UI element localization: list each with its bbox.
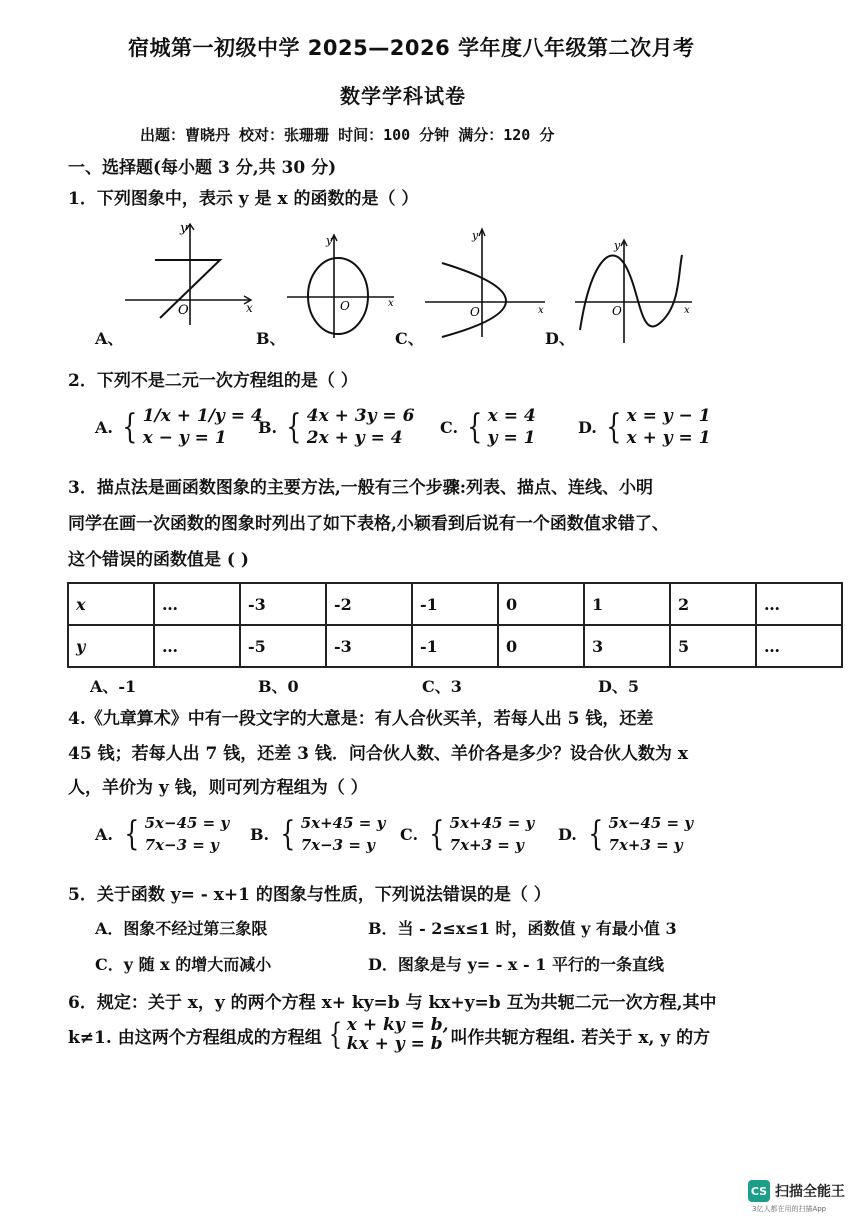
graph-a-x-label: x [246, 301, 253, 315]
q3-option-d[interactable]: D、5 [598, 677, 640, 696]
q6-sys-eq1: x + ky = b, [346, 1015, 449, 1035]
q2-option-a[interactable]: A. { 1/x + 1/y = 4 x − y = 1 [95, 406, 263, 448]
graph-d [570, 235, 700, 345]
q5-option-d[interactable]: D．图象是与 y= - x - 1 平行的一条直线 [368, 955, 664, 974]
q4-option-a-label: A. [95, 824, 113, 844]
q5-option-b[interactable]: B．当 - 2≤x≤1 时，函数值 y 有最小值 3 [368, 919, 677, 938]
q1-option-b-label[interactable]: B、 [256, 329, 286, 348]
q1-option-d-label[interactable]: D、 [545, 329, 575, 348]
q6-sys-eq2: kx + y = b [346, 1034, 443, 1054]
q2-b-eq1: 4x + 3y = 6 [306, 406, 415, 426]
q4-b-eq1: 5x+45 = y [300, 814, 386, 832]
q4-d-eq1: 5x−45 = y [608, 814, 694, 832]
q2-option-b-label: B. [258, 417, 278, 437]
q4-option-a[interactable]: A. { 5x−45 = y 7x−3 = y [95, 814, 230, 854]
q4-option-b-label: B. [250, 824, 270, 844]
q4-option-c[interactable]: C. { 5x+45 = y 7x+3 = y [400, 814, 535, 854]
graph-b-x-label: x [388, 298, 394, 309]
graph-d-x-label: x [684, 305, 690, 316]
table-cell: … [154, 583, 240, 625]
camscanner-logo-icon: CS [748, 1180, 770, 1202]
question-3-line1: 3．描点法是画函数图象的主要方法,一般有三个步骤:列表、描点、连线、小明 [68, 478, 654, 498]
exam-title: 宿城第一初级中学 2025—2026 学年度八年级第二次月考 [128, 36, 695, 60]
q2-d-eq1: x = y − 1 [626, 406, 711, 426]
q4-option-c-label: C. [400, 824, 419, 844]
scanner-watermark [748, 1180, 845, 1214]
q3-option-a[interactable]: A、-1 [90, 677, 137, 696]
question-1-stem: 1．下列图象中，表示 y 是 x 的函数的是（ ） [68, 189, 419, 209]
table-cell: -5 [240, 625, 326, 667]
table-cell: -3 [326, 625, 412, 667]
question-4-line3: 人，羊价为 y 钱，则可列方程组为（ ） [68, 778, 368, 798]
q2-a-eq2: x − y = 1 [142, 428, 227, 448]
graph-c-y-label: y [472, 229, 479, 242]
table-cell: -3 [240, 583, 326, 625]
q2-option-d-label: D. [578, 417, 597, 437]
graph-c [420, 225, 550, 340]
q2-option-d[interactable]: D. { x = y − 1 x + y = 1 [578, 406, 711, 448]
q2-c-eq2: y = 1 [487, 428, 536, 448]
q4-a-eq2: 7x−3 = y [144, 836, 219, 854]
graph-d-y-label: y [614, 239, 621, 252]
graph-a-origin: O [178, 303, 189, 318]
section-heading: 一、选择题(每小题 3 分,共 30 分) [68, 158, 337, 178]
question-4-line2: 45 钱；若每人出 7 钱，还差 3 钱．问合伙人数、羊价各是多少？设合伙人数为 x [68, 744, 688, 764]
q4-option-b[interactable]: B. { 5x+45 = y 7x−3 = y [250, 814, 386, 854]
table-cell: 5 [670, 625, 756, 667]
graph-a [120, 220, 260, 330]
graph-c-origin: O [470, 305, 480, 319]
q5-option-a[interactable]: A．图象不经过第三象限 [95, 919, 268, 938]
exam-subtitle: 数学学科试卷 [340, 84, 466, 108]
table-cell: y [68, 625, 154, 667]
question-3-line2: 同学在画一次函数的图象时列出了如下表格,小颖看到后说有一个函数值求错了、 [68, 514, 669, 534]
table-cell: 1 [584, 583, 670, 625]
question-6-line2-post: 叫作共轭方程组. 若关于 x, y 的方 [450, 1027, 711, 1048]
q2-a-eq1: 1/x + 1/y = 4 [142, 406, 263, 426]
watermark-tagline: 3亿人都在用的扫描App [752, 1205, 827, 1213]
table-cell: 0 [498, 583, 584, 625]
exam-meta: 出题：曹晓丹 校对：张珊珊 时间：100 分钟 满分：120 分 [140, 126, 555, 144]
question-3-line3: 这个错误的函数值是 ( ) [68, 550, 249, 570]
q2-c-eq1: x = 4 [487, 406, 536, 426]
table-cell: 2 [670, 583, 756, 625]
question-4-line1: 4.《九章算术》中有一段文字的大意是：有人合伙买羊，若每人出 5 钱，还差 [68, 709, 654, 729]
q2-b-eq2: 2x + y = 4 [306, 428, 403, 448]
q5-option-c[interactable]: C．y 随 x 的增大而减小 [95, 955, 272, 974]
q2-d-eq2: x + y = 1 [626, 428, 711, 448]
table-cell: … [756, 625, 842, 667]
table-cell: … [154, 625, 240, 667]
question-5-stem: 5．关于函数 y= - x+1 的图象与性质，下列说法错误的是（ ） [68, 885, 551, 905]
table-cell: 0 [498, 625, 584, 667]
q4-c-eq2: 7x+3 = y [449, 836, 524, 854]
q3-option-b[interactable]: B、0 [258, 677, 299, 696]
table-cell: -2 [326, 583, 412, 625]
table-row-x [68, 583, 842, 625]
watermark-name: 扫描全能王 [775, 1184, 845, 1200]
value-table [67, 582, 843, 668]
q2-option-b[interactable]: B. { 4x + 3y = 6 2x + y = 4 [258, 406, 415, 448]
q4-a-eq1: 5x−45 = y [144, 814, 230, 832]
q2-option-a-label: A. [95, 417, 113, 437]
question-2-stem: 2．下列不是二元一次方程组的是（ ） [68, 371, 358, 391]
q1-option-c-label[interactable]: C、 [395, 329, 424, 348]
table-cell: -1 [412, 625, 498, 667]
table-cell: 3 [584, 625, 670, 667]
graph-b-y-label: y [326, 234, 333, 247]
question-6-line1: 6．规定：关于 x，y 的两个方程 x+ ky=b 与 kx+y=b 互为共轭二元一次方程,其中 [68, 993, 717, 1013]
graph-d-origin: O [612, 304, 622, 318]
q2-option-c[interactable]: C. { x = 4 y = 1 [440, 406, 536, 448]
q4-option-d[interactable]: D. { 5x−45 = y 7x+3 = y [558, 814, 694, 854]
graph-a-y-label: y [180, 221, 188, 236]
q4-c-eq1: 5x+45 = y [449, 814, 535, 832]
table-row-y [68, 625, 842, 667]
q3-option-c[interactable]: C、3 [422, 677, 462, 696]
table-cell: x [68, 583, 154, 625]
q4-b-eq2: 7x−3 = y [300, 836, 375, 854]
graph-b [282, 230, 402, 340]
question-6-line2-pre: k≠1. 由这两个方程组成的方程组 [68, 1027, 322, 1048]
graph-b-origin: O [340, 299, 350, 313]
table-cell: … [756, 583, 842, 625]
q4-option-d-label: D. [558, 824, 577, 844]
q2-option-c-label: C. [440, 417, 459, 437]
table-cell: -1 [412, 583, 498, 625]
q4-d-eq2: 7x+3 = y [608, 836, 683, 854]
graph-c-x-label: x [538, 305, 544, 316]
q1-option-a-label[interactable]: A、 [95, 329, 124, 348]
question-6-line2: k≠1. 由这两个方程组成的方程组 { x + ky = b, kx + y = b 叫作共轭方程组. 若关于 x, y 的方 [68, 1015, 711, 1054]
